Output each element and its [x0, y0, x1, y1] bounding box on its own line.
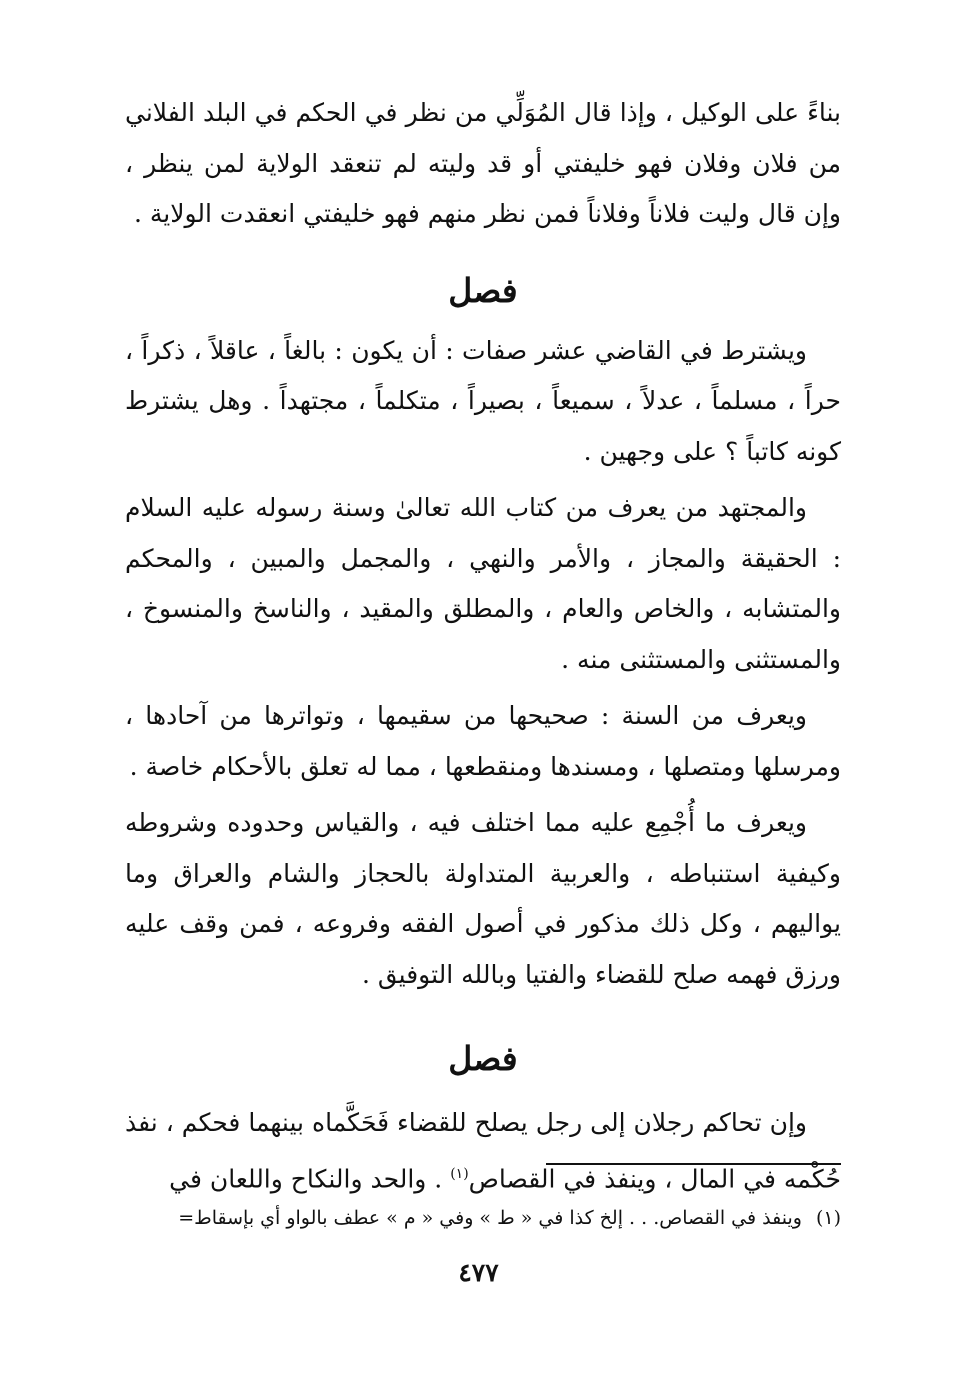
- paragraph-6-text-a: وإن تحاكم رجلان إلى رجل يصلح للقضاء فَحَكَّماه بينهما فحكم ، نفذ حُكْمه في المال ، وينفذ في القصاص: [125, 1108, 841, 1193]
- section-heading-2: فصل: [448, 1039, 518, 1078]
- paragraph-1: بناءً على الوكيل ، وإذا قال المُوَلِّي من نظر في الحكم في البلد الفلاني من فلان وفلان فهو خليفتي أو قد وليته لم تنعقد الولاية لمن ينظر ، وإن قال وليت فلاناً وفلاناً فمن نظر منهم فهو خليفتي انعقدت الولاية .: [125, 98, 841, 228]
- footnote-separator: [546, 1163, 841, 1165]
- footnote-number: (١): [815, 1207, 841, 1229]
- page-number: ٤٧٧: [458, 1258, 499, 1287]
- paragraph-2: ويشترط في القاضي عشر صفات : أن يكون : بالغاً ، عاقلاً ، ذكراً ، حراً ، مسلماً ، عدلاً ، سميعاً ، بصيراً ، متكلماً ، مجتهداً . وهل يشترط كونه كاتباً ؟ على وجهين .: [125, 335, 841, 466]
- paragraph-6-text-b: . والحد والنكاح واللعان في: [169, 1163, 451, 1193]
- section-heading-1: فصل: [448, 270, 518, 310]
- page-body: [125, 88, 841, 1204]
- footnote-text: وينفذ في القصاص. . . إلخ كذا في « ط » وفي « م » عطف بالواو أي بإسقاط=: [178, 1207, 802, 1229]
- paragraph-4: ويعرف من السنة : صحيحها من سقيمها ، وتواترها من آحادها ، ومرسلها ومتصلها ، ومسندها ومنقطعها ، مما له تعلق بالأحكام خاصة .: [125, 701, 841, 781]
- footnote-reference[interactable]: (١): [450, 1165, 469, 1182]
- paragraph-6: [125, 1098, 841, 1204]
- footnote: [125, 1198, 841, 1238]
- paragraph-3: والمجتهد من يعرف من كتاب الله تعالىٰ وسنة رسوله عليه السلام : الحقيقة والمجاز ، والأمر والنهي ، والمجمل والمبين ، والمحكم والمتشابه ، والخاص والعام ، والمطلق والمقيد ، والناسخ والمنسوخ ، والمستثنى والمستثنى منه .: [125, 493, 841, 674]
- paragraph-5: ويعرف ما أُجْمِع عليه مما اختلف فيه ، والقياس وحدوده وشروطه وكيفية استنباطه ، والعربية المتداولة بالحجاز والشام والعراق وما يواليهم ، وكل ذلك مذكور في أصول الفقه وفروعه ، فمن وقف عليه ورزق فهمه صلح للقضاء والفتيا وبالله التوفيق .: [125, 808, 841, 989]
